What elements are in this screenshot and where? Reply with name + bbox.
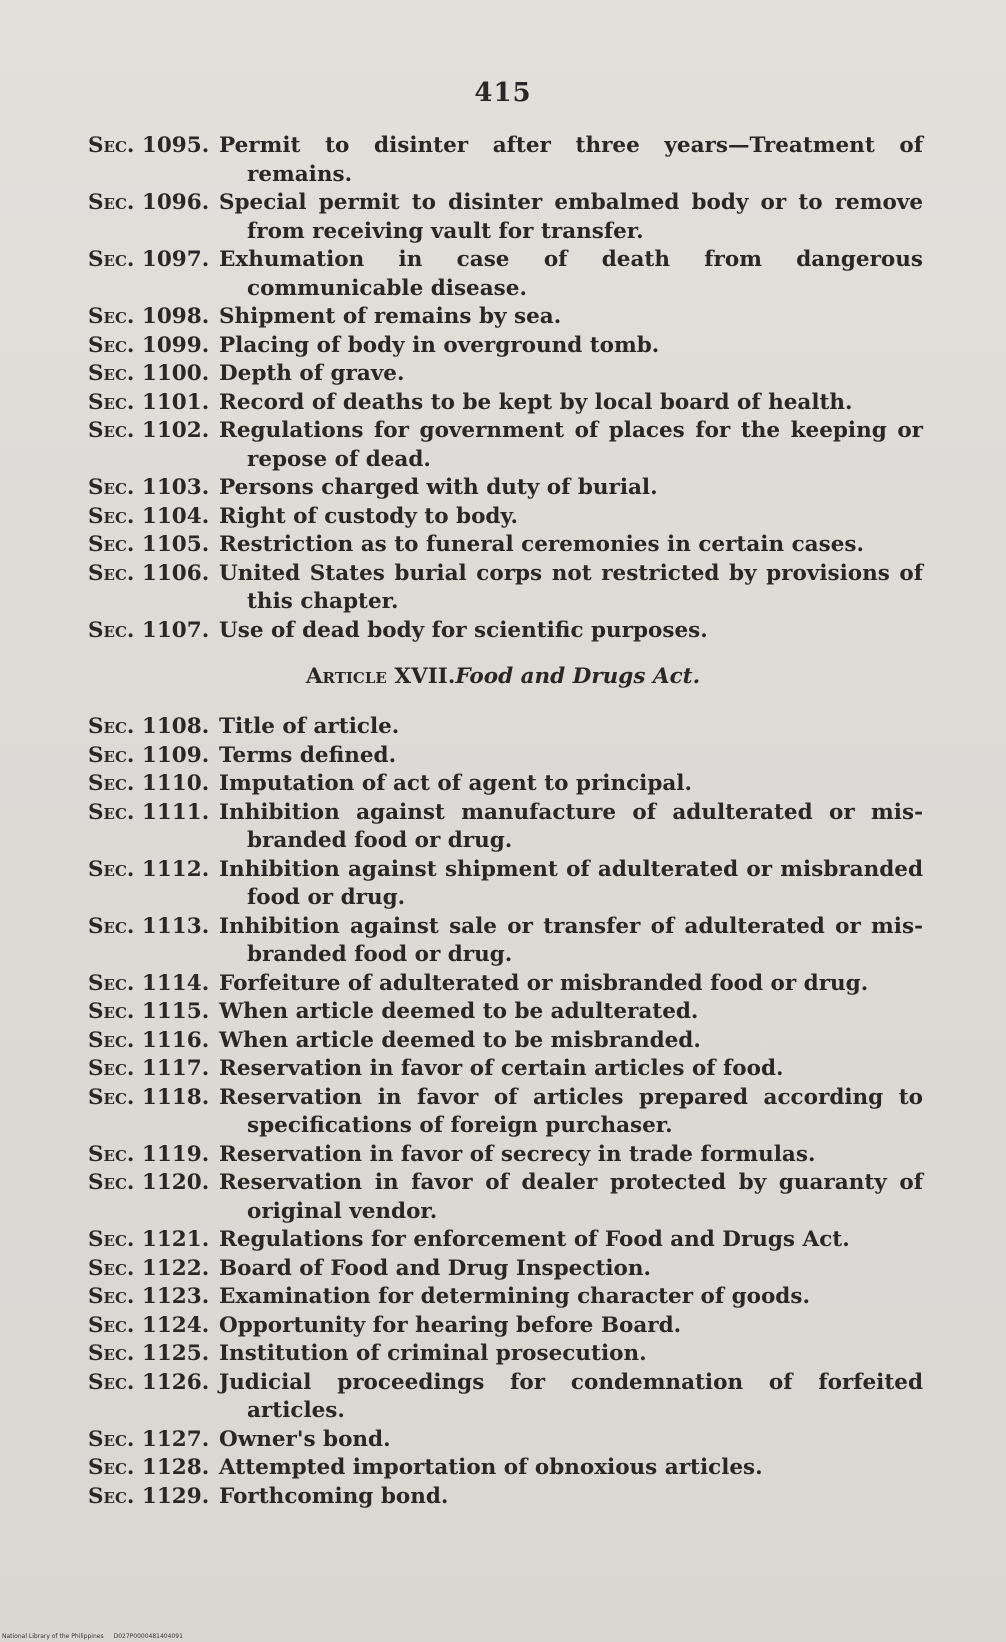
section-number-value: 1100. xyxy=(141,361,210,386)
section-entry xyxy=(88,998,923,1027)
section-number xyxy=(88,742,219,771)
section-title: Owner's bond. xyxy=(219,1426,391,1452)
section-number-value: 1107. xyxy=(141,617,210,643)
section-entry xyxy=(88,1483,923,1512)
section-entry xyxy=(88,799,923,856)
section-title: Special permit to disinter embalmed body or to remove from receiving vault for transfer. xyxy=(219,190,923,244)
section-number-value: 1127. xyxy=(141,1426,210,1452)
section-number-value: 1128. xyxy=(141,1455,210,1480)
section-entry xyxy=(88,1283,923,1312)
footer-library: National Library of the Philippines xyxy=(2,1633,104,1640)
section-abbreviation: Sec. xyxy=(88,1483,135,1509)
section-number xyxy=(88,713,219,742)
section-number-value: 1129. xyxy=(141,1483,210,1509)
section-title: Permit to disinter after three years—Treatment of remains. xyxy=(219,133,923,187)
section-abbreviation: Sec. xyxy=(88,475,135,500)
section-number-value: 1098. xyxy=(141,304,210,329)
section-number xyxy=(88,799,219,856)
section-number-value: 1112. xyxy=(141,856,210,882)
section-title: Use of dead body for scientific purposes. xyxy=(219,617,708,643)
section-abbreviation: Sec. xyxy=(88,714,135,739)
section-title: Institution of criminal prosecution. xyxy=(219,1341,647,1366)
section-entry xyxy=(88,189,923,246)
section-abbreviation: Sec. xyxy=(88,1312,135,1338)
section-number xyxy=(88,913,219,970)
section-entry xyxy=(88,1169,923,1226)
section-title: Opportunity for hearing before Board. xyxy=(219,1312,682,1338)
section-title: Reservation in favor of certain articles of food. xyxy=(219,1056,784,1081)
section-title: Inhibition against shipment of adulterated or misbranded food or drug. xyxy=(219,856,923,910)
section-abbreviation: Sec. xyxy=(88,304,135,329)
section-entry xyxy=(88,560,923,617)
section-entry xyxy=(88,1369,923,1426)
section-entry xyxy=(88,303,923,332)
section-number xyxy=(88,1369,219,1426)
section-title: Exhumation in case of death from dangerous communicable disease. xyxy=(219,247,923,301)
section-number-value: 1101. xyxy=(141,389,210,415)
section-title: Regulations for government of places for the keeping or repose of dead. xyxy=(219,418,923,472)
section-number xyxy=(88,1255,219,1284)
section-abbreviation: Sec. xyxy=(88,332,135,358)
article-subject: Food and Drugs Act. xyxy=(455,664,701,689)
section-number xyxy=(88,417,219,474)
section-title: Forfeiture of adulterated or misbranded food or drug. xyxy=(219,970,869,996)
section-entry xyxy=(88,246,923,303)
section-number xyxy=(88,1027,219,1056)
section-number-value: 1118. xyxy=(141,1084,210,1110)
section-abbreviation: Sec. xyxy=(88,1255,135,1281)
section-entry xyxy=(88,503,923,532)
section-abbreviation: Sec. xyxy=(88,133,135,158)
section-number-value: 1109. xyxy=(141,742,210,768)
section-number xyxy=(88,1454,219,1483)
section-number-value: 1126. xyxy=(141,1369,210,1395)
section-abbreviation: Sec. xyxy=(88,247,135,272)
section-number-value: 1121. xyxy=(141,1227,210,1252)
section-title: Terms defined. xyxy=(219,742,397,768)
section-abbreviation: Sec. xyxy=(88,1141,135,1167)
section-entry xyxy=(88,1454,923,1483)
section-number xyxy=(88,1055,219,1084)
section-number xyxy=(88,503,219,532)
section-title: Imputation of act of agent to principal. xyxy=(219,771,692,796)
section-abbreviation: Sec. xyxy=(88,1369,135,1395)
section-number xyxy=(88,856,219,913)
section-entry xyxy=(88,1027,923,1056)
section-title: Placing of body in overground tomb. xyxy=(219,332,660,358)
article-heading xyxy=(0,664,1006,689)
section-entry xyxy=(88,474,923,503)
section-abbreviation: Sec. xyxy=(88,771,135,796)
section-abbreviation: Sec. xyxy=(88,1027,135,1053)
section-abbreviation: Sec. xyxy=(88,1056,135,1081)
section-entry xyxy=(88,1340,923,1369)
section-number xyxy=(88,1141,219,1170)
section-abbreviation: Sec. xyxy=(88,1341,135,1366)
section-title: Shipment of remains by sea. xyxy=(219,304,562,329)
section-title: Inhibition against sale or transfer of adulterated or mis-branded food or drug. xyxy=(219,913,923,967)
section-number-value: 1119. xyxy=(141,1141,210,1167)
section-abbreviation: Sec. xyxy=(88,970,135,996)
section-number xyxy=(88,560,219,617)
section-number-value: 1106. xyxy=(141,560,210,586)
section-entry xyxy=(88,389,923,418)
section-entry xyxy=(88,617,923,646)
page-number: 415 xyxy=(474,78,532,108)
section-list-after-article xyxy=(88,713,923,1511)
section-title: When article deemed to be misbranded. xyxy=(219,1027,701,1053)
section-abbreviation: Sec. xyxy=(88,856,135,882)
section-title: Regulations for enforcement of Food and Drugs Act. xyxy=(219,1227,850,1252)
section-title: When article deemed to be adulterated. xyxy=(219,999,699,1024)
section-entry xyxy=(88,856,923,913)
section-number-value: 1097. xyxy=(141,247,210,272)
section-entry xyxy=(88,531,923,560)
section-title: Judicial proceedings for condemnation of forfeited articles. xyxy=(219,1369,923,1423)
section-title: Right of custody to body. xyxy=(219,503,518,529)
section-title: Persons charged with duty of burial. xyxy=(219,475,658,500)
section-number-value: 1120. xyxy=(141,1170,210,1195)
section-number-value: 1123. xyxy=(141,1284,210,1309)
section-entry xyxy=(88,913,923,970)
section-number xyxy=(88,1283,219,1312)
section-number xyxy=(88,998,219,1027)
section-number-value: 1115. xyxy=(141,999,210,1024)
section-number-value: 1103. xyxy=(141,475,210,500)
section-number xyxy=(88,474,219,503)
section-entry xyxy=(88,1141,923,1170)
section-number-value: 1104. xyxy=(141,503,210,529)
section-title: Reservation in favor of dealer protected by guaranty of original vendor. xyxy=(219,1170,923,1224)
section-abbreviation: Sec. xyxy=(88,617,135,643)
section-abbreviation: Sec. xyxy=(88,503,135,529)
section-number xyxy=(88,617,219,646)
section-number xyxy=(88,970,219,999)
section-number xyxy=(88,332,219,361)
section-number-value: 1096. xyxy=(141,190,210,215)
section-abbreviation: Sec. xyxy=(88,913,135,939)
section-entry xyxy=(88,332,923,361)
section-number-value: 1125. xyxy=(141,1341,210,1366)
section-abbreviation: Sec. xyxy=(88,799,135,825)
section-abbreviation: Sec. xyxy=(88,361,135,386)
section-entry xyxy=(88,770,923,799)
section-number xyxy=(88,770,219,799)
section-title: Reservation in favor of secrecy in trade formulas. xyxy=(219,1141,816,1167)
section-title: Board of Food and Drug Inspection. xyxy=(219,1255,652,1281)
section-number-value: 1095. xyxy=(141,133,210,158)
section-title: Reservation in favor of articles prepared according to specifications of foreign purchaser. xyxy=(219,1084,923,1138)
section-number-value: 1124. xyxy=(141,1312,210,1338)
section-number xyxy=(88,1312,219,1341)
section-number-value: 1099. xyxy=(141,332,210,358)
section-number-value: 1117. xyxy=(141,1056,210,1081)
section-number xyxy=(88,1340,219,1369)
section-abbreviation: Sec. xyxy=(88,532,135,557)
section-abbreviation: Sec. xyxy=(88,1455,135,1480)
section-entry xyxy=(88,1226,923,1255)
section-title: United States burial corps not restricted by provisions of this chapter. xyxy=(219,560,923,614)
section-entry xyxy=(88,1312,923,1341)
section-number-value: 1102. xyxy=(141,418,210,443)
section-abbreviation: Sec. xyxy=(88,418,135,443)
section-number-value: 1108. xyxy=(141,714,210,739)
section-abbreviation: Sec. xyxy=(88,190,135,215)
section-number xyxy=(88,132,219,189)
section-entry xyxy=(88,1255,923,1284)
section-abbreviation: Sec. xyxy=(88,1084,135,1110)
section-abbreviation: Sec. xyxy=(88,999,135,1024)
section-abbreviation: Sec. xyxy=(88,1284,135,1309)
section-number-value: 1122. xyxy=(141,1255,210,1281)
section-title: Inhibition against manufacture of adulterated or mis-branded food or drug. xyxy=(219,799,923,853)
section-title: Forthcoming bond. xyxy=(219,1483,449,1509)
section-entry xyxy=(88,132,923,189)
scan-footer xyxy=(2,1633,183,1640)
section-number xyxy=(88,189,219,246)
section-entry xyxy=(88,1055,923,1084)
section-entry xyxy=(88,1426,923,1455)
section-number xyxy=(88,1226,219,1255)
section-entry xyxy=(88,713,923,742)
section-abbreviation: Sec. xyxy=(88,560,135,586)
section-number xyxy=(88,531,219,560)
section-abbreviation: Sec. xyxy=(88,1426,135,1452)
article-label: Article XVII. xyxy=(305,664,456,689)
section-number-value: 1113. xyxy=(141,913,210,939)
section-number xyxy=(88,1483,219,1512)
section-title: Depth of grave. xyxy=(219,361,405,386)
section-number-value: 1116. xyxy=(141,1027,210,1053)
section-abbreviation: Sec. xyxy=(88,742,135,768)
section-abbreviation: Sec. xyxy=(88,1170,135,1195)
section-title: Record of deaths to be kept by local board of health. xyxy=(219,389,853,415)
section-title: Title of article. xyxy=(219,714,400,739)
section-number xyxy=(88,246,219,303)
section-number xyxy=(88,1169,219,1226)
section-entry xyxy=(88,360,923,389)
section-number-value: 1114. xyxy=(141,970,210,996)
section-number-value: 1110. xyxy=(141,771,210,796)
section-title: Examination for determining character of goods. xyxy=(219,1284,810,1309)
section-number xyxy=(88,360,219,389)
section-number xyxy=(88,303,219,332)
section-list-before-article xyxy=(88,132,923,645)
section-number xyxy=(88,1426,219,1455)
section-title: Attempted importation of obnoxious articles. xyxy=(219,1455,763,1480)
section-number xyxy=(88,1084,219,1141)
section-number xyxy=(88,389,219,418)
section-number-value: 1105. xyxy=(141,532,210,557)
section-entry xyxy=(88,417,923,474)
section-entry xyxy=(88,742,923,771)
section-entry xyxy=(88,970,923,999)
section-title: Restriction as to funeral ceremonies in certain cases. xyxy=(219,532,864,557)
section-number-value: 1111. xyxy=(141,799,210,825)
section-entry xyxy=(88,1084,923,1141)
footer-identifier: D027P0000481404091 xyxy=(113,1633,183,1640)
section-abbreviation: Sec. xyxy=(88,389,135,415)
section-abbreviation: Sec. xyxy=(88,1227,135,1252)
